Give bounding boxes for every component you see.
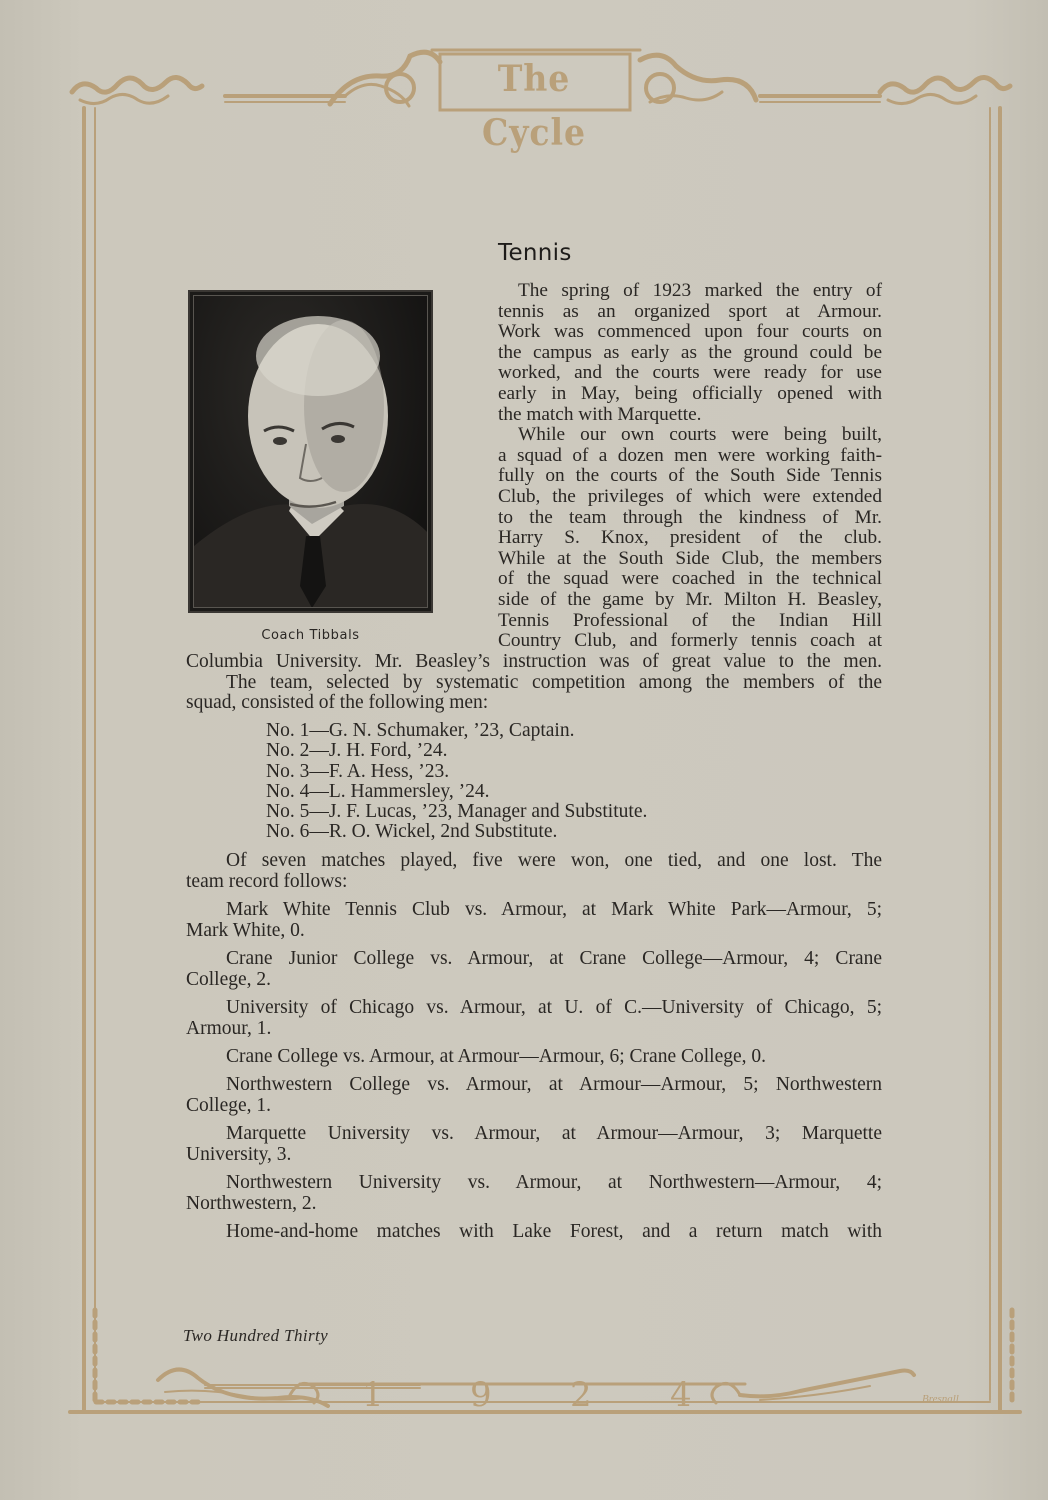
article-title: Tennis xyxy=(498,240,572,266)
match-line: University, 3. xyxy=(186,1143,292,1165)
portrait-illustration xyxy=(194,296,428,608)
article-body-continued xyxy=(186,652,882,714)
footer-year-digit: 2 xyxy=(570,1375,592,1415)
coach-portrait-photo xyxy=(188,290,433,613)
text-line: fully on the courts of the South Side Tennis xyxy=(498,465,882,487)
footer-year-digit: 4 xyxy=(670,1375,692,1415)
match-line: Armour, 1. xyxy=(186,1017,272,1039)
text-line: of the squad were coached in the technical xyxy=(498,568,882,590)
roster-item: No. 3—F. A. Hess, ’23. xyxy=(266,760,450,782)
roster-item: No. 4—L. Hammersley, ’24. xyxy=(266,780,490,802)
text-line: Tennis Professional of the Indian Hill xyxy=(498,609,882,631)
match-record-5 xyxy=(186,1075,882,1116)
text-line: the campus as early as the ground could be xyxy=(498,341,882,363)
text-line: Home-and-home matches with Lake Forest, and a return match with xyxy=(226,1221,882,1242)
text-line: to the team through the kindness of Mr. xyxy=(498,506,882,528)
text-line: Of seven matches played, five were won, one tied, and one lost. The xyxy=(226,850,882,871)
text-line: Columbia University. Mr. Beasley’s instruction was of great value to the men. xyxy=(186,651,882,672)
team-roster xyxy=(266,721,647,843)
text-line: Work was commenced upon four courts on xyxy=(498,321,882,343)
match-line: Northwestern College vs. Armour, at Armour—Armour, 5; Northwestern xyxy=(226,1074,882,1095)
article-column-text xyxy=(498,281,882,652)
match-record-1 xyxy=(186,900,882,941)
match-line: College, 2. xyxy=(186,968,272,990)
text-line: The spring of 1923 marked the entry of xyxy=(518,280,882,301)
photo-caption: Coach Tibbals xyxy=(261,628,360,643)
text-line: tennis as an organized sport at Armour. xyxy=(498,300,882,322)
page-number: Two Hundred Thirty xyxy=(183,1326,329,1345)
match-line: Mark White, 0. xyxy=(186,919,305,941)
text-line: Harry S. Knox, president of the club. xyxy=(498,527,882,549)
text-line: the match with Marquette. xyxy=(498,403,702,425)
text-line: early in May, being officially opened with xyxy=(498,382,882,404)
text-line: worked, and the courts were ready for use xyxy=(498,362,882,384)
text-line: While our own courts were being built, xyxy=(518,424,882,446)
match-record-2 xyxy=(186,949,882,990)
text-line: The team, selected by systematic competition among the members of the xyxy=(226,671,882,693)
match-line: Marquette University vs. Armour, at Armour—Armour, 3; Marquette xyxy=(226,1123,882,1144)
artist-signature: Bresnall xyxy=(922,1393,959,1405)
text-line: team record follows: xyxy=(186,870,348,892)
match-record-7 xyxy=(186,1173,882,1214)
footer-year-digit: 9 xyxy=(470,1375,492,1415)
closing-text xyxy=(186,1222,882,1243)
text-line: side of the game by Mr. Milton H. Beasley, xyxy=(498,588,882,610)
roster-item: No. 6—R. O. Wickel, 2nd Substitute. xyxy=(266,821,558,843)
text-line: squad, consisted of the following men: xyxy=(186,692,489,714)
text-line: Country Club, and formerly tennis coach at xyxy=(498,630,882,652)
text-line: Club, the privileges of which were extended xyxy=(498,485,882,507)
roster-item: No. 5—J. F. Lucas, ’23, Manager and Substitute. xyxy=(266,801,648,823)
text-line: While at the South Side Club, the members xyxy=(498,547,882,569)
match-line: Northwestern University vs. Armour, at Northwestern—Armour, 4; xyxy=(226,1172,882,1193)
roster-item: No. 2—J. H. Ford, ’24. xyxy=(266,740,448,762)
match-line: Crane Junior College vs. Armour, at Crane College—Armour, 4; Crane xyxy=(226,948,882,969)
match-line: Crane College vs. Armour, at Armour—Armour, 6; Crane College, 0. xyxy=(226,1046,767,1067)
text-line: a squad of a dozen men were working faith- xyxy=(498,444,882,466)
match-record-6 xyxy=(186,1124,882,1165)
footer-year-digit: 1 xyxy=(362,1375,384,1415)
match-line: Mark White Tennis Club vs. Armour, at Mark White Park—Armour, 5; xyxy=(226,899,882,920)
match-record-3 xyxy=(186,998,882,1039)
season-summary xyxy=(186,851,882,892)
yearbook-banner-title: The Cycle xyxy=(481,58,587,154)
match-line: University of Chicago vs. Armour, at U. of C.—University of Chicago, 5; xyxy=(226,997,882,1018)
roster-item: No. 1—G. N. Schumaker, ’23, Captain. xyxy=(266,720,575,741)
match-record-4 xyxy=(186,1047,882,1068)
match-line: Northwestern, 2. xyxy=(186,1192,317,1214)
match-line: College, 1. xyxy=(186,1094,272,1116)
